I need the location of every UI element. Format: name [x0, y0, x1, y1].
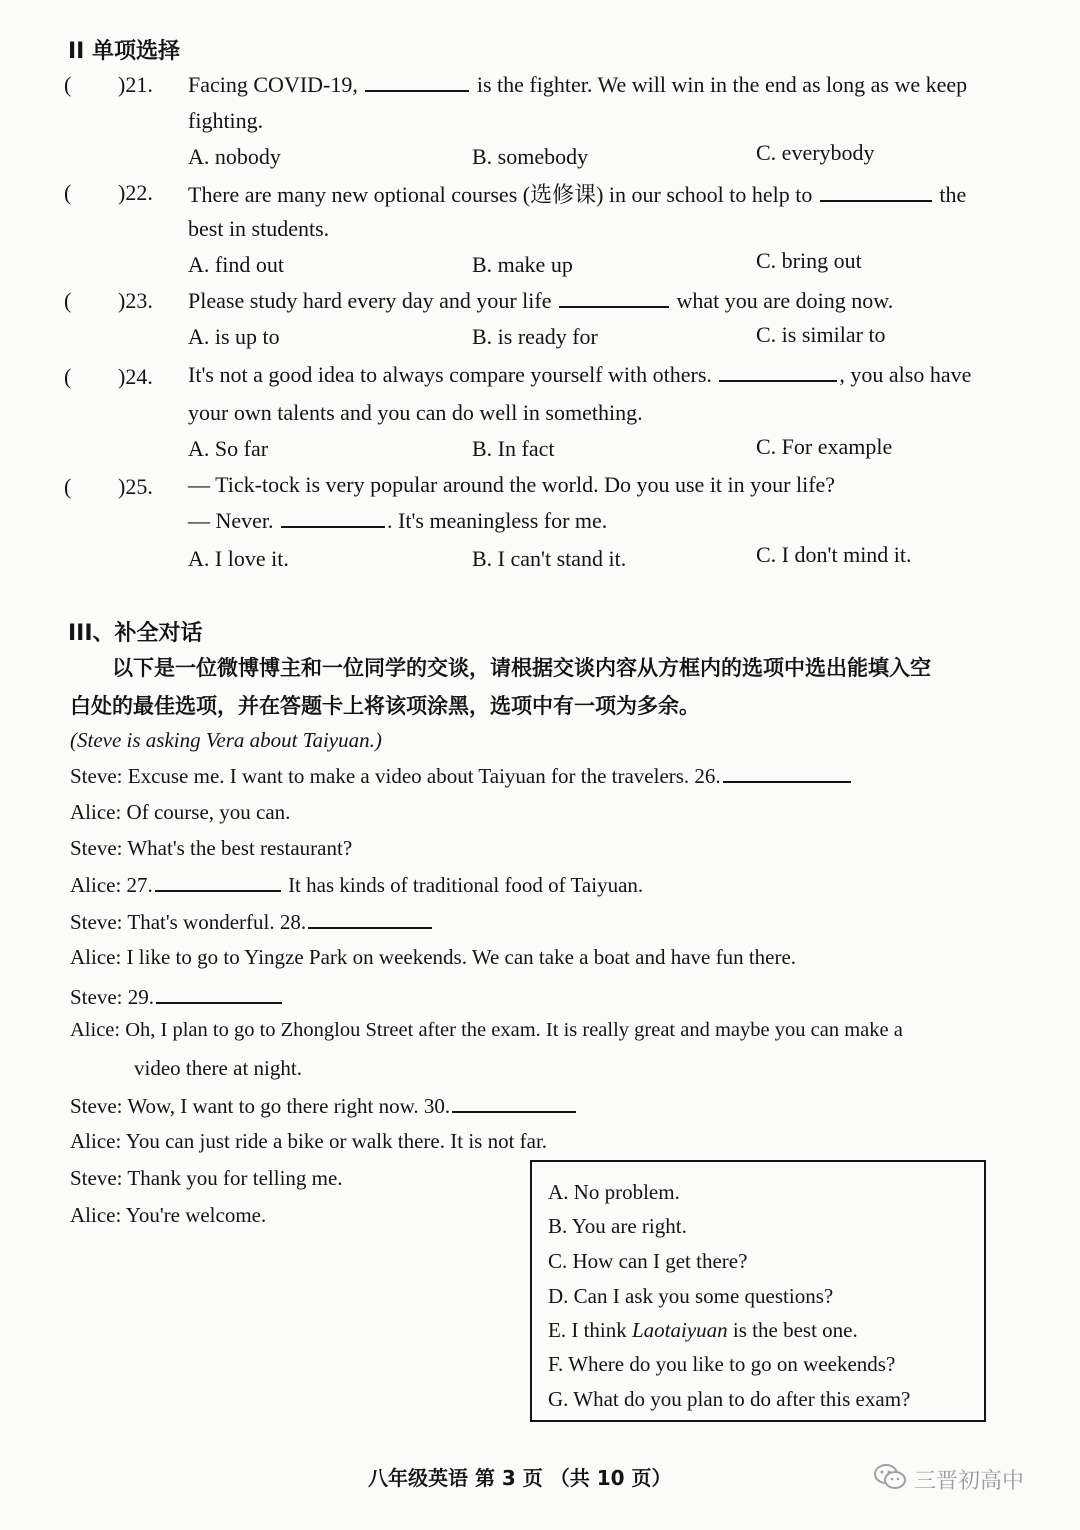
answer-paren: (	[64, 72, 72, 97]
question-23-line1	[188, 288, 893, 314]
dialogue-text: Steve: Wow, I want to go there right now. 30.	[70, 1094, 451, 1118]
answer-paren: (	[64, 180, 72, 205]
dialogue-line	[70, 909, 434, 935]
dialogue-line: Alice: Oh, I plan to go to Zhonglou Street after the exam. It is really great and maybe you can make a	[70, 1019, 903, 1041]
dialogue-line	[70, 984, 284, 1010]
dialogue-line	[70, 1093, 578, 1119]
instruction-line-2: 白处的最佳选项，并在答题卡上将该项涂黑，选项中有一项为多余。	[70, 694, 700, 718]
question-24-line2: your own talents and you can do well in something.	[188, 400, 643, 425]
q23-text-before: Please study hard every day and your life	[188, 288, 552, 313]
dialogue-line: Alice: Of course, you can.	[70, 800, 291, 824]
blank-28	[308, 909, 432, 929]
page-footer: 八年级英语 第 3 页 （共 10 页）	[368, 1466, 672, 1490]
box-option-text: E. I think	[548, 1318, 632, 1342]
option-b: B. In fact	[472, 436, 555, 461]
question-number: )23.	[118, 288, 153, 313]
question-25-line2	[188, 508, 607, 534]
option-c: C. For example	[756, 434, 893, 459]
blank-30	[452, 1093, 576, 1113]
option-a: A. So far	[188, 436, 269, 461]
watermark-text: 三晋初高中	[914, 1469, 1025, 1494]
answer-paren: (	[64, 288, 72, 313]
box-option	[548, 1318, 858, 1343]
option-b: B. is ready for	[472, 324, 598, 349]
question-number: )21.	[118, 72, 153, 97]
answer-paren: (	[64, 364, 72, 389]
section-3-heading: III、补全对话	[68, 621, 203, 646]
option-b: B. somebody	[472, 144, 589, 169]
dialogue-line: Alice: You can just ride a bike or walk there. It is not far.	[70, 1129, 548, 1153]
option-c: C. I don't mind it.	[756, 542, 912, 567]
blank-27	[155, 872, 281, 892]
q24-text-after: , you also have	[839, 362, 972, 387]
blank-26	[723, 763, 851, 783]
instruction-line-1: 以下是一位微博博主和一位同学的交谈，请根据交谈内容从方框内的选项中选出能填入空	[112, 656, 931, 680]
dialogue-text: Steve: That's wonderful. 28.	[70, 910, 307, 934]
wechat-icon	[872, 1462, 908, 1492]
option-a: A. is up to	[188, 324, 280, 349]
box-option: B. You are right.	[548, 1214, 687, 1238]
dialogue-line: video there at night.	[134, 1056, 302, 1080]
option-c: C. is similar to	[756, 322, 886, 347]
box-option: F. Where do you like to go on weekends?	[548, 1352, 896, 1376]
dialogue-text: Steve: Excuse me. I want to make a video about Taiyuan for the travelers. 26.	[70, 764, 721, 788]
q24-blank	[719, 362, 837, 382]
q22-text-before: There are many new optional courses (选修课) in our school to help to	[188, 182, 813, 207]
q25-text-before: — Never.	[188, 508, 274, 533]
answer-paren: (	[64, 474, 72, 499]
question-24-line1	[188, 362, 971, 388]
dialogue-text: It has kinds of traditional food of Taiyuan.	[288, 873, 644, 897]
box-option: G. What do you plan to do after this exam?	[548, 1387, 911, 1411]
question-25-line1: — Tick-tock is very popular around the world. Do you use it in your life?	[188, 472, 836, 497]
question-number: )25.	[118, 474, 153, 499]
box-option: C. How can I get there?	[548, 1249, 748, 1273]
dialogue-line: Alice: I like to go to Yingze Park on weekends. We can take a boat and have fun there.	[70, 945, 797, 969]
dialogue-text: Steve: 29.	[70, 985, 154, 1009]
box-option-italic: Laotaiyuan	[632, 1318, 728, 1342]
blank-29	[156, 984, 282, 1004]
box-option: D. Can I ask you some questions?	[548, 1284, 834, 1308]
q21-text-after: is the fighter. We will win in the end as long as we keep	[476, 72, 968, 97]
q22-text-after: the	[939, 182, 967, 207]
box-option-text: is the best one.	[727, 1318, 858, 1342]
question-21-line2: fighting.	[188, 108, 264, 133]
options-box	[530, 1160, 986, 1422]
q25-text-after: . It's meaningless for me.	[387, 508, 608, 533]
question-number: )24.	[118, 364, 153, 389]
dialogue-context: (Steve is asking Vera about Taiyuan.)	[70, 728, 382, 752]
q25-blank	[281, 508, 385, 528]
dialogue-line: Steve: What's the best restaurant?	[70, 836, 353, 860]
dialogue-line	[70, 872, 643, 898]
q23-text-after: what you are doing now.	[676, 288, 894, 313]
dialogue-text: Alice: 27.	[70, 873, 153, 897]
q21-blank	[365, 72, 469, 92]
option-c: C. bring out	[756, 248, 862, 273]
dialogue-line: Steve: Thank you for telling me.	[70, 1166, 343, 1190]
option-a: A. find out	[188, 252, 284, 277]
dialogue-line: Alice: You're welcome.	[70, 1203, 267, 1227]
question-22-line1	[188, 178, 966, 209]
question-21-line1	[188, 72, 967, 98]
option-b: B. I can't stand it.	[472, 546, 627, 571]
question-number: )22.	[118, 180, 153, 205]
dialogue-line	[70, 763, 853, 789]
question-22-line2: best in students.	[188, 216, 330, 241]
option-c: C. everybody	[756, 140, 875, 165]
section-2-heading: II 单项选择	[68, 39, 181, 64]
option-a: A. I love it.	[188, 546, 289, 571]
option-b: B. make up	[472, 252, 573, 277]
box-option: A. No problem.	[548, 1180, 680, 1204]
option-a: A. nobody	[188, 144, 281, 169]
q22-blank	[820, 182, 932, 202]
q21-text-before: Facing COVID-19,	[188, 72, 358, 97]
q24-text-before: It's not a good idea to always compare yourself with others.	[188, 362, 712, 387]
q23-blank	[559, 288, 669, 308]
